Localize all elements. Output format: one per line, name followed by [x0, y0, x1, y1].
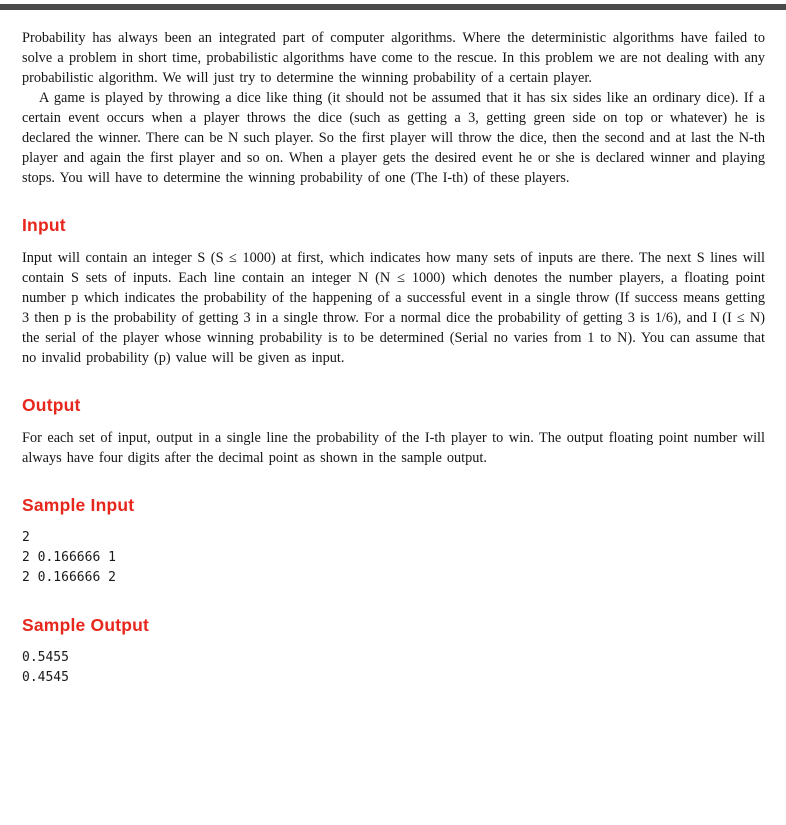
input-section-heading: Input — [22, 215, 66, 235]
sample-input-heading: Sample Input — [22, 495, 135, 515]
sample-output-heading: Sample Output — [22, 615, 150, 635]
sample-input-line: 2 0.166666 1 — [22, 550, 116, 565]
problem-statement-page — [0, 4, 786, 748]
intro-paragraph-1: Probability has always been an integrated part of computer algorithms. Where the deterministic algorithms have failed to solve a problem in short time, probabilistic algorithms have come to the rescue. In this problem we are not dealing with any probabilistic algorithm. We will just try to determine the winning probability of a certain player. — [22, 30, 765, 86]
input-section-body: Input will contain an integer S (S ≤ 1000) at first, which indicates how many sets of inputs are there. The next S lines will contain S sets of inputs. Each line contain an integer N (N ≤ 1000) which denotes the number players, a floating point number p which indicates the probability of the happening of a successful event in a single throw (If success means getting 3 then p is the probability of getting 3 in a single throw. For a normal dice the probability of getting 3 is 1/6), and I (I ≤ N) the serial of the player whose winning probability is to be determined (Serial no varies from 1 to N). You can assume that no invalid probability (p) value will be given as input. — [22, 250, 765, 366]
sample-input-line: 2 0.166666 2 — [22, 570, 116, 585]
output-section-body: For each set of input, output in a single line the probability of the I-th player to win. The output floating point number will always have four digits after the decimal point as shown in the sample output. — [22, 430, 765, 466]
sample-output-line: 0.4545 — [22, 670, 69, 685]
document-content — [0, 10, 786, 748]
output-section-heading: Output — [22, 395, 81, 415]
sample-output-block — [22, 648, 765, 688]
sample-input-line: 2 — [22, 530, 30, 545]
intro-paragraph-2: A game is played by throwing a dice like thing (it should not be assumed that it has six sides like an ordinary dice). If a certain event occurs when a player throws the dice (such as getting a 3, getting green side on top or whatever) he is declared the winner. There can be N such player. So the first player will throw the dice, then the second and at last the N-th player and again the first player and so on. When a player gets the desired event he or she is declared winner and playing stops. You will have to determine the winning probability of one (The I-th) of these players. — [22, 90, 765, 186]
sample-output-line: 0.5455 — [22, 650, 69, 665]
sample-input-block — [22, 528, 765, 588]
